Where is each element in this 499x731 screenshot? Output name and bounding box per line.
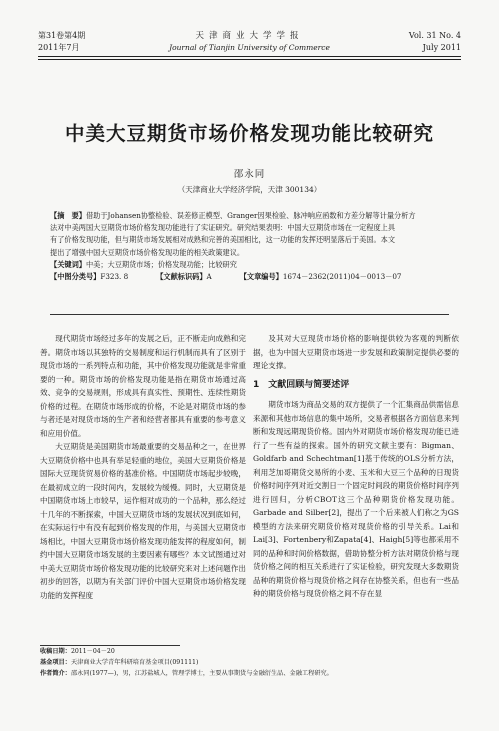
issue-date-en: July 2011 (422, 43, 461, 52)
journal-name (38, 30, 461, 54)
body-paragraph: 期货市场为商品交易的双方提供了一个汇集商品供需信息来源和其他市场信息的集中场所，交易者根据各方面信息来判断和发现远期现货价格。国内外对期货市场价格发现功能已进行了一些有益的探索。国外的研究文献主要有：Bigman、Goldfarb and Schechtman[1]基于传统的OLS分析方法，利用芝加哥期货交易所的小麦、玉米和大豆三个品种的日现货价格时间序列对近交割日一个固定时间段的期货价格时间序列进行回归，分析CBOT这三个品种期货价格发现功能。Garbade and Silber[2]，提出了一个后来被人们称之为GS模型的方法来研究期货价格对现货价格的引导关系。Lai和Lai[3]、Fortenbery和Zapata[4]、Haigh[5]等也都采用不同的品种和时间价格数据，借助协整分析方法对期货价格与现货价格之间的相互关系进行了实证检验，研究发现大多数期货品种的期货价格与现货价格之间存在协整关系，但也有一些品种的期货价格与现货价格之间不存在显 (253, 400, 459, 598)
header-rule-thin (38, 59, 461, 60)
header-rule-thick (38, 56, 461, 57)
body-paragraph: 现代期货市场经过多年的发展之后，正不断走向成熟和完善。期货市场以其独特的交易制度和运行机制而具有了区别于现货市场的一系列特点和功能，其中价格发现功能就是非常重要的一种。期货市场的价格发现功能是指在期货市场通过高效、竞争的交易规则，形成具有真实性、预期性、连续性期货价格的过程。在期货市场形成的价格，不论是对期货市场的参与者还是对现货市场的生产者和经营者都具有重要的参考意义和应用价值。 (40, 334, 246, 438)
issue-date: 2011年7月 (38, 43, 80, 52)
body-paragraph: 及其对大豆现货市场价格的影响提供较为客观的判断依据，也为中国大豆期货市场进一步发展和政策制定提供必要的理论支撑。 (253, 334, 459, 370)
abstract-rule (50, 314, 449, 315)
body-column-left (40, 332, 246, 602)
journal-name-en: Journal of Tianjin University of Commerce (169, 43, 330, 52)
issue-volume: 第31卷第4期 (38, 31, 86, 40)
keywords-line (50, 259, 449, 271)
author-affiliation: （天津商业大学经济学院，天津 300134） (177, 185, 322, 194)
section-heading: 1 文献回顾与简要述评 (253, 379, 350, 390)
footnotes (40, 645, 459, 679)
journal-name-cn: 天津商业大学学报 (195, 31, 304, 41)
abstract-block (50, 210, 449, 283)
abstract-line: 【摘 要】借助于Johansen协整检验、误差修正模型、Granger因果检验、脉冲响应函数和方差分解等计量分析方 (50, 211, 416, 220)
classification-line (50, 271, 449, 283)
article-title: 中美大豆期货市场价格发现功能比较研究 (64, 122, 434, 145)
keywords-label: 【关键词】 (50, 259, 86, 269)
abstract-line: 法对中美两国大豆期货市场价格发现功能进行了实证研究。研究结果表明：中国大豆期货市场在一定程度上具 (50, 223, 396, 233)
running-header (38, 30, 461, 64)
article-author: 邵永同 (233, 169, 266, 180)
abstract-line: 提出了增强中国大豆期货市场价格发现功能的相关政策建议。 (50, 247, 245, 257)
body-column-right (253, 332, 459, 601)
issue-volume-en: Vol. 31 No. 4 (408, 31, 461, 40)
document-code: 【文献标识码】A (156, 272, 212, 282)
body-paragraph: 大豆期货是美国期货市场最重要的交易品种之一，在世界大豆期货价格中也具有举足轻重的地位，美国大豆期货价格是国际大豆现货贸易价格的基准价格。中国期货市场起步较晚，在最初成立的一段时间内，发展较为缓慢。同时，大豆期货是中国期货市场上市较早，运作相对成功的一个品种，那么经过十几年的不断探索，中国大豆期货市场的发展状况到底如何，在实际运行中有没有起到价格发现的作用，与美国大豆期货市场相比，中国大豆期货市场价格发现功能发挥的程度如何，制约中国大豆期货市场发展的主要因素有哪些？本文试图通过对中美大豆期货市场价格发现功能的比较研究来对上述问题作出初步的回答，以期为有关部门评价中国大豆期货市场价格发现功能的发挥程度 (40, 442, 246, 600)
author-bio: 作者简介：邵永同(1977—)，男，江苏盐城人，管理学博士，主要从事期货与金融衍生品、金融工程研究。 (40, 670, 333, 677)
issue-info-en (409, 30, 461, 54)
abstract-label: 【摘 要】 (50, 211, 86, 220)
keywords: 中美；大豆期货市场；价格发现功能；比较研究 (85, 259, 237, 269)
abstract-line: 有了价格发现功能，但与期货市场发展相对成熟和完善的美国相比，这一功能的发挥还明显落后于美国。本文 (50, 235, 396, 245)
clc-number: 【中图分类号】F323. 8 (50, 272, 129, 282)
article-id: 【文章编号】1674－2362(2011)04－0013－07 (239, 272, 402, 282)
fund-info: 基金项目：天津商业大学青年科研培育基金项目(091111) (40, 659, 199, 666)
received-date: 收稿日期：2011－04－20 (40, 648, 115, 655)
